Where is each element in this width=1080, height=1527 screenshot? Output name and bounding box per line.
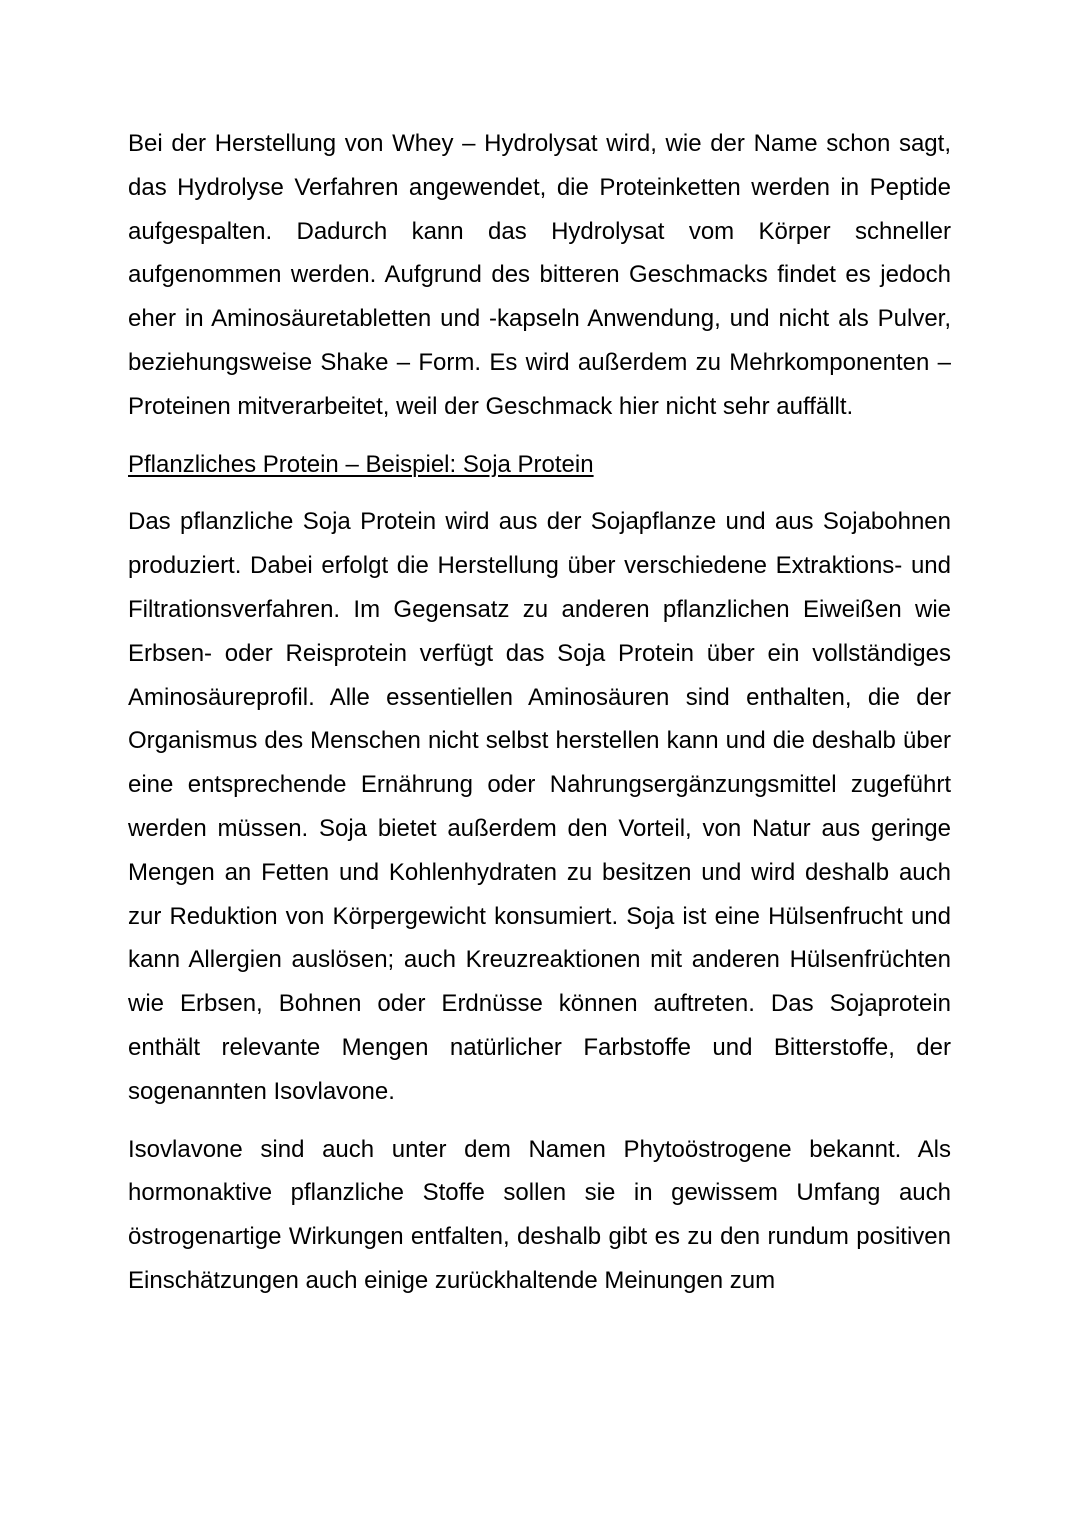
paragraph-soja-protein: Das pflanzliche Soja Protein wird aus der Sojapflanze und aus Sojabohnen produziert. Dabei erfolgt die Herstellung über verschiedene Extraktions- und Filtrationsverfahren. Im Gegensatz zu anderen pflanzlichen Eiweißen wie Erbsen- oder Reisprotein verfügt das Soja Protein über ein vollständiges Aminosäureprofil. Alle essentiellen Aminosäuren sind enthalten, die der Organismus des Menschen nicht selbst herstellen kann und die deshalb über eine entsprechende Ernährung oder Nahrungsergänzungsmittel zugeführt werden müssen. Soja bietet außerdem den Vorteil, von Natur aus geringe Mengen an Fetten und Kohlenhydraten zu besitzen und wird deshalb auch zur Reduktion von Körpergewicht konsumiert. Soja ist eine Hülsenfrucht und kann Allergien auslösen; auch Kreuzreaktionen mit anderen Hülsenfrüchten wie Erbsen, Bohnen oder Erdnüsse können auftreten. Das Sojaprotein enthält relevante Mengen natürlicher Farbstoffe und Bitterstoffe, der sogenannten Isovlavone. bbox=[128, 508, 951, 1105]
paragraph-whey-hydrolysat: Bei der Herstellung von Whey – Hydrolysat wird, wie der Name schon sagt, das Hydrolyse Verfahren angewendet, die Proteinketten werden in Peptide aufgespalten. Dadurch kann das Hydrolysat vom Körper schneller aufgenommen werden. Aufgrund des bitteren Geschmacks findet es jedoch eher in Aminosäuretabletten und -kapseln Anwendung, und nicht als Pulver, beziehungsweise Shake – Form. Es wird außerdem zu Mehrkomponenten – Proteinen mitverarbeitet, weil der Geschmack hier nicht sehr auffällt. bbox=[128, 130, 951, 420]
paragraph-spacer bbox=[128, 486, 951, 500]
paragraph-isovlavone: Isovlavone sind auch unter dem Namen Phytoöstrogene bekannt. Als hormonaktive pflanzliche Stoffe sollen sie in gewissem Umfang auch östrogenartige Wirkungen entfalten, deshalb gibt es zu den rundum positiven Einschätzungen auch einige zurückhaltende Meinungen zum bbox=[128, 1135, 951, 1294]
section-heading-soja-protein: Pflanzliches Protein – Beispiel: Soja Protein bbox=[128, 450, 594, 478]
paragraph-spacer bbox=[128, 1114, 951, 1128]
paragraph-spacer bbox=[128, 429, 951, 443]
document-page bbox=[128, 122, 951, 1303]
